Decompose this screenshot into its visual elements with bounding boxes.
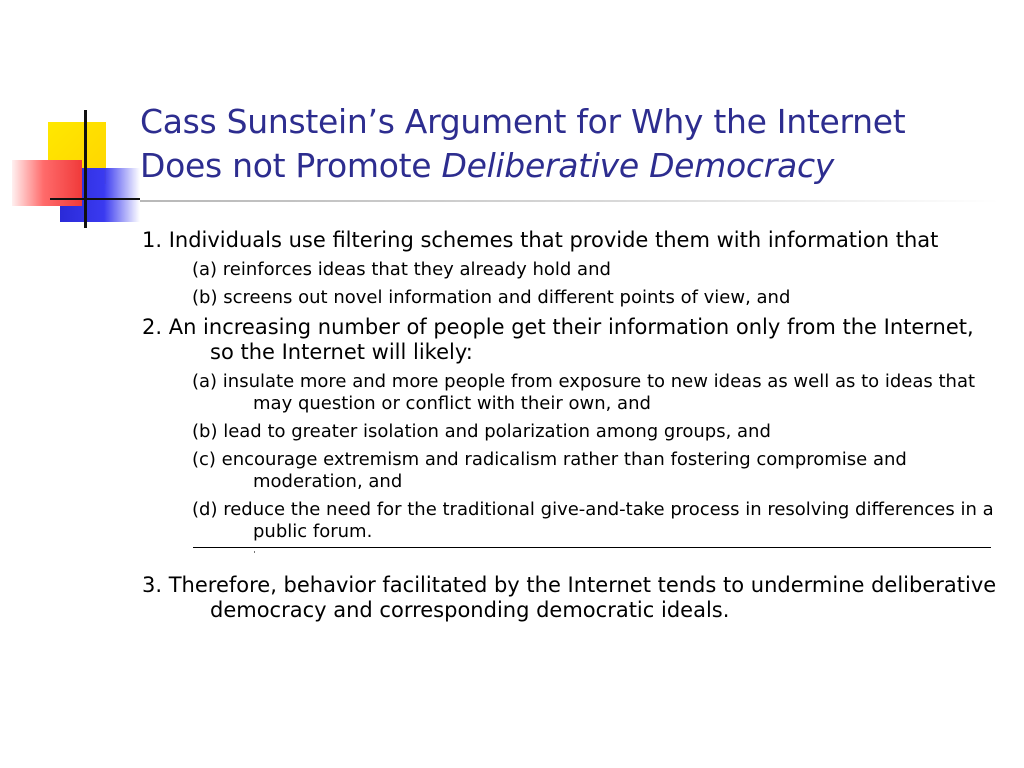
premise-2b: (b) lead to greater isolation and polarization among groups, and bbox=[192, 421, 771, 442]
slide-title bbox=[140, 100, 1000, 188]
title-underline-rule bbox=[140, 200, 1000, 202]
divider-line bbox=[193, 547, 991, 548]
conclusion-divider bbox=[140, 543, 1000, 573]
title-line-1: Cass Sunstein’s Argument for Why the Internet bbox=[140, 102, 906, 141]
slide-logo-decoration bbox=[0, 0, 140, 240]
title-line-2-plain: Does not Promote bbox=[140, 146, 442, 185]
title-line-2 bbox=[140, 144, 1000, 188]
conclusion: 3. Therefore, behavior facilitated by the Internet tends to undermine deliberative democracy and corresponding democratic ideals. bbox=[142, 573, 997, 622]
divider-dot bbox=[254, 551, 255, 553]
premise-1b: (b) screens out novel information and different points of view, and bbox=[192, 287, 791, 308]
logo-vertical-line bbox=[84, 110, 87, 228]
premise-1a: (a) reinforces ideas that they already hold and bbox=[192, 259, 611, 280]
logo-horizontal-line bbox=[50, 198, 140, 200]
premise-1: 1. Individuals use filtering schemes that provide them with information that bbox=[142, 228, 939, 252]
premise-2: 2. An increasing number of people get their information only from the Internet, so the Internet will likely: bbox=[142, 315, 974, 364]
premise-2a: (a) insulate more and more people from exposure to new ideas as well as to ideas that may question or conflict with their own, and bbox=[192, 371, 976, 414]
slide-body bbox=[140, 228, 1000, 629]
title-line-2-italic: Deliberative Democracy bbox=[441, 146, 835, 185]
premise-2d: (d) reduce the need for the traditional give-and-take process in resolving differences in a public forum. bbox=[192, 499, 994, 542]
premise-2c: (c) encourage extremism and radicalism rather than fostering compromise and moderation, and bbox=[192, 449, 907, 492]
